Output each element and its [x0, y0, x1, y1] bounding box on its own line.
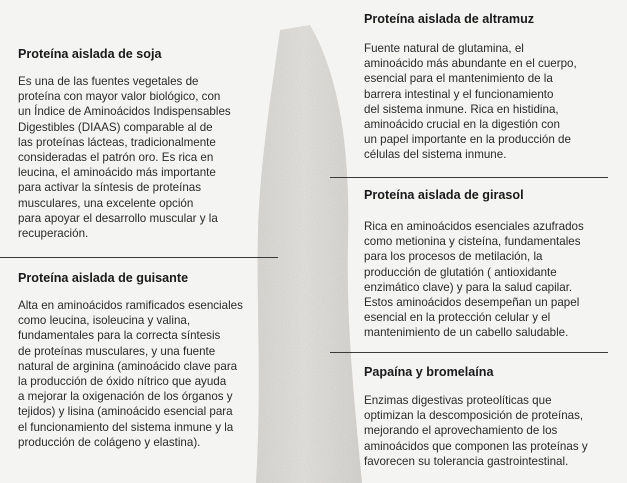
- section-body: Fuente natural de glutamina, el aminoácido más abundante en el cuerpo, esencial para el mantenimiento de la barrera intestinal y el funcionamiento del sistema inmune. Rica en histidina, aminoácido crucial en la digestión con un papel importante en la producción de células del sistema inmune.: [364, 42, 577, 162]
- section-body: Alta en aminoácidos ramificados esenciales como leucina, isoleucina y valina, fundamentales para la correcta síntesis de proteínas musculares, y una fuente natural de arginina (aminoácido clave para la producción de óxido nítrico que ayuda a mejorar la oxigenación de los órganos y tejidos) y lisina (aminoácido esencial para el funcionamiento del sistema inmune y la producción de colágeno y elastina).: [18, 299, 243, 449]
- divider-left: [0, 257, 278, 258]
- section-title: Proteína aislada de altramuz: [364, 12, 535, 26]
- section-body: Rica en aminoácidos esenciales azufrados como metionina y cisteína, fundamentales para los procesos de metilación, la producción de glutatión ( antioxidante enzimático clave) y para la salud capilar. Estos aminoácidos desempeñan un papel esencial en la protección celular y el mantenimiento de un cabello saludable.: [364, 220, 584, 340]
- section-body: Enzimas digestivas proteolíticas que optimizan la descomposición de proteínas, mejorando el aprovechamiento de los aminoácidos que componen las proteínas y favorecen su tolerancia gastrointestinal.: [364, 394, 588, 468]
- section-title: Proteína aislada de guisante: [18, 271, 189, 285]
- section-title: Papaína y bromelaína: [364, 365, 494, 379]
- section-papaina: [364, 365, 624, 469]
- section-title: Proteína aislada de soja: [18, 47, 162, 61]
- section-soja: [18, 47, 268, 241]
- divider-right-top: [330, 177, 608, 178]
- section-altramuz: [364, 12, 624, 163]
- section-girasol: [364, 188, 624, 341]
- section-body: Es una de las fuentes vegetales de proteína con mayor valor biológico, con un Índice de Aminoácidos Indispensables Digestibles (DIAAS) comparable al de las proteínas lácteas, tradicionalmente consideradas el patrón oro. Es rica en leucina, el aminoácido más importante para activar la síntesis de proteínas musculares, una excelente opción para apoyar el desarrollo muscular y la recuperación.: [18, 75, 231, 241]
- section-guisante: [18, 271, 288, 450]
- divider-right-bottom: [330, 352, 608, 353]
- section-title: Proteína aislada de girasol: [364, 188, 524, 202]
